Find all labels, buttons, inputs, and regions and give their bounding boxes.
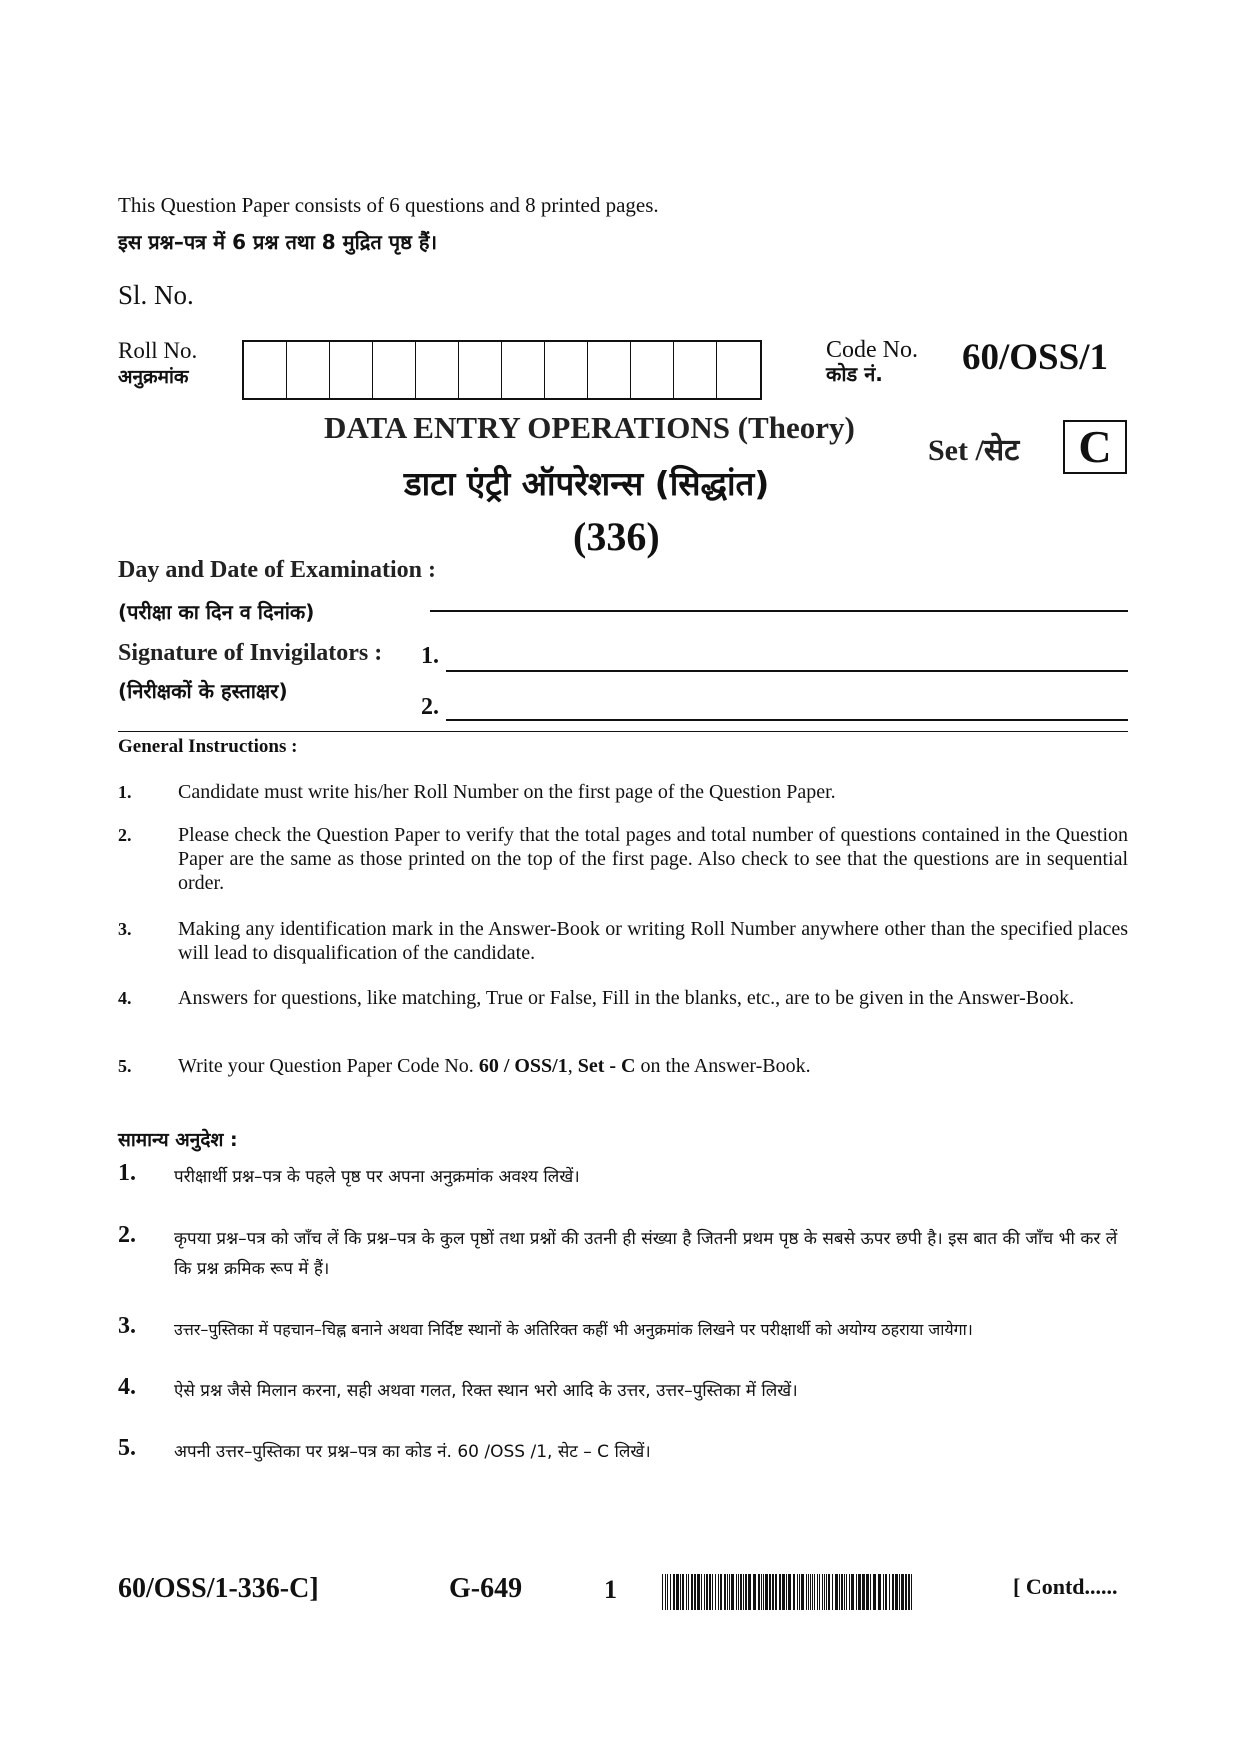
instruction-number: 2. (118, 1222, 136, 1248)
barcode-bar (839, 1574, 840, 1610)
barcode-bar (694, 1574, 696, 1610)
instruction-en-2 (118, 823, 1128, 895)
barcode-bar (745, 1574, 747, 1610)
code-number-label-en: Code No. (826, 337, 918, 363)
instruction-set-bold: Set - C (577, 1055, 636, 1077)
instruction-text: उत्तर–पुस्तिका में पहचान–चिह्न बनाने अथवा निर्दिष्ट स्थानों के अतिरिक्त कहीं भी अनुक्रमांक लिखने पर परीक्षार्थी को अयोग्य ठहराया जायेगा। (174, 1320, 973, 1339)
signature-1-line[interactable] (446, 670, 1128, 672)
barcode-bar (715, 1574, 716, 1610)
barcode-bar (889, 1574, 890, 1610)
barcode-bar (772, 1574, 774, 1610)
roll-box[interactable] (502, 342, 545, 398)
set-label: Set /सेट (928, 434, 1020, 467)
barcode-bar (832, 1574, 833, 1610)
barcode-bar (729, 1574, 730, 1610)
roll-number-label (118, 338, 197, 390)
barcode-bar (873, 1574, 876, 1610)
barcode-bar (810, 1574, 811, 1610)
barcode-bar (892, 1574, 894, 1610)
invigilator-signature-label-hi: (निरीक्षकों के हस्ताक्षर) (118, 679, 288, 703)
barcode-bar (706, 1574, 708, 1610)
barcode-bar (718, 1574, 719, 1610)
subject-title-en: DATA ENTRY OPERATIONS (Theory) (324, 410, 855, 445)
code-number-label (826, 338, 918, 386)
barcode-bar (761, 1574, 762, 1610)
barcode-bar (862, 1574, 865, 1610)
invigilator-signature-label-en: Signature of Invigilators : (118, 640, 383, 666)
barcode-bar (822, 1574, 823, 1610)
instruction-en-3 (118, 917, 1128, 965)
barcode-bar (812, 1574, 813, 1610)
roll-box[interactable] (330, 342, 373, 398)
exam-date-label-hi: (परीक्षा का दिन व दिनांक) (118, 600, 315, 624)
barcode-bar (814, 1574, 815, 1610)
serial-number-label: Sl. No. (118, 280, 194, 310)
general-instructions-title: General Instructions : (118, 736, 298, 757)
instruction-hi-4 (118, 1376, 1128, 1406)
hindi-instructions-title: सामान्य अनुदेश : (118, 1129, 238, 1151)
roll-box[interactable] (373, 342, 416, 398)
barcode-bar (720, 1574, 722, 1610)
barcode-bar (765, 1574, 768, 1610)
barcode-bar (673, 1574, 675, 1610)
code-number-value: 60/OSS/1 (962, 337, 1108, 378)
exam-date-label-en: Day and Date of Examination : (118, 557, 437, 583)
instruction-number: 3. (118, 919, 132, 939)
barcode-bar (819, 1574, 820, 1610)
instruction-text (178, 1054, 1128, 1078)
signature-2-line[interactable] (446, 719, 1128, 721)
instruction-en-5 (118, 1054, 1128, 1078)
roll-number-label-hi: अनुक्रमांक (118, 366, 189, 388)
instruction-text: परीक्षार्थी प्रश्न–पत्र के पहले पृष्ठ पर अपना अनुक्रमांक अवश्य लिखें। (174, 1167, 580, 1187)
subject-code: (336) (573, 514, 660, 559)
barcode-bar (835, 1574, 838, 1610)
barcode-bar (748, 1574, 751, 1610)
instruction-text-pre: Write your Question Paper Code No. (178, 1055, 479, 1077)
roll-box[interactable] (545, 342, 588, 398)
set-value-box: C (1063, 420, 1127, 474)
barcode-bar (899, 1574, 900, 1610)
barcode-bar (731, 1574, 734, 1610)
barcode-bar (691, 1574, 693, 1610)
barcode-bar (782, 1574, 785, 1610)
barcode-bar (801, 1574, 804, 1610)
instruction-text: Making any identification mark in the Answer-Book or writing Roll Number anywhere other than the specified places will lead to disqualification of the candidate. (178, 918, 1128, 964)
barcode-bar (688, 1574, 689, 1610)
barcode-bar (724, 1574, 726, 1610)
barcode-bar (817, 1574, 818, 1610)
barcode-bar (712, 1574, 713, 1610)
barcode-bar (775, 1574, 777, 1610)
instruction-hi-1 (118, 1162, 1128, 1192)
instruction-number: 5. (118, 1056, 132, 1076)
barcode-bar (680, 1574, 681, 1610)
barcode-bar (908, 1574, 910, 1610)
barcode-bar (701, 1574, 702, 1610)
barcode-bar (851, 1574, 854, 1610)
instruction-text: Answers for questions, like matching, True or False, Fill in the blanks, etc., are to be given in the Answer-Book. (178, 987, 1075, 1009)
instruction-number: 1. (118, 782, 132, 802)
instruction-hi-5 (118, 1437, 1128, 1467)
barcode-bar (901, 1574, 904, 1610)
subject-title-hi: डाटा एंट्री ऑपरेशन्स (सिद्धांत) (404, 464, 770, 503)
instruction-code-bold: 60 / OSS/1 (478, 1055, 568, 1077)
roll-box[interactable] (287, 342, 330, 398)
barcode-bar (841, 1574, 843, 1610)
instruction-text: कृपया प्रश्न–पत्र को जाँच लें कि प्रश्न–पत्र के कुल पृष्ठों तथा प्रश्नों की उतनी ही संख्या है जितनी प्रथम पृष्ठ के सबसे ऊपर छपी है। इस बात की जाँच भी कर लें कि प्रश्न क्रमिक रूप में हैं। (174, 1229, 1118, 1279)
barcode-bar (878, 1574, 881, 1610)
barcode-bar (895, 1574, 898, 1610)
barcode-bar (788, 1574, 791, 1610)
barcode-bar (806, 1574, 807, 1610)
instruction-text: अपनी उत्तर–पुस्तिका पर प्रश्न–पत्र का कोड नं. 60 /OSS /1, सेट – C लिखें। (174, 1442, 651, 1462)
instruction-text-mid: , (567, 1055, 578, 1077)
barcode-bar (709, 1574, 711, 1610)
barcode-bar (885, 1574, 887, 1610)
page-number: 1 (604, 1575, 617, 1604)
barcode-bar (870, 1574, 871, 1610)
code-number-label-hi: कोड नं. (826, 362, 883, 386)
instruction-hi-2 (118, 1224, 1128, 1284)
barcode-bar (797, 1574, 798, 1610)
barcode-bar (662, 1574, 663, 1610)
barcode-bar (844, 1574, 845, 1610)
roll-box[interactable] (416, 342, 459, 398)
barcode-bar (808, 1574, 809, 1610)
barcode-bar (786, 1574, 787, 1610)
barcode-bar (670, 1574, 671, 1610)
barcode-bar (727, 1574, 728, 1610)
barcode-bar (686, 1574, 687, 1610)
instruction-en-1 (118, 780, 1128, 804)
instruction-en-4 (118, 986, 1128, 1010)
instruction-text: Candidate must write his/her Roll Number on the first page of the Question Paper. (178, 781, 836, 803)
instruction-number: 4. (118, 988, 132, 1008)
barcode-bar (824, 1574, 825, 1610)
barcode-bar (736, 1574, 737, 1610)
barcode-bar (828, 1574, 830, 1610)
roll-number-boxes[interactable] (242, 340, 762, 400)
paper-consists-en: This Question Paper consists of 6 questions and 8 printed pages. (118, 193, 659, 217)
barcode-bar (849, 1574, 850, 1610)
footer-paper-code: 60/OSS/1-336-C] (118, 1573, 319, 1604)
barcode-bar (682, 1574, 684, 1610)
roll-box[interactable] (674, 342, 717, 398)
signature-1-number: 1. (421, 643, 439, 669)
barcode-bar (911, 1574, 912, 1610)
paper-consists-hi: इस प्रश्न–पत्र में 6 प्रश्न तथा 8 मुद्रित पृष्ठ हैं। (118, 230, 438, 254)
barcode-bar (763, 1574, 764, 1610)
roll-box[interactable] (631, 342, 674, 398)
barcode-bar (799, 1574, 800, 1610)
continued-label: [ Contd...... (1013, 1574, 1118, 1599)
barcode-bar (704, 1574, 705, 1610)
instruction-hi-3 (118, 1315, 1128, 1345)
instruction-number: 2. (118, 825, 132, 845)
roll-box[interactable] (588, 342, 631, 398)
instruction-number: 4. (118, 1374, 136, 1400)
barcode-bar (883, 1574, 884, 1610)
instruction-number: 1. (118, 1160, 136, 1186)
barcode-bar (753, 1574, 756, 1610)
barcode-bar (793, 1574, 795, 1610)
barcode-bar (740, 1574, 742, 1610)
barcode-bar (697, 1574, 700, 1610)
instruction-text: ऐसे प्रश्न जैसे मिलान करना, सही अथवा गलत, रिक्त स्थान भरो आदि के उत्तर, उत्तर–पुस्तिका में लिखें। (174, 1381, 798, 1401)
instruction-number: 3. (118, 1313, 136, 1339)
footer-g-number: G-649 (449, 1573, 523, 1604)
signature-2-number: 2. (421, 694, 439, 720)
barcode-bar (665, 1574, 666, 1610)
barcode-bar (667, 1574, 668, 1610)
instruction-number: 5. (118, 1435, 136, 1461)
roll-box[interactable] (459, 342, 502, 398)
exam-date-line[interactable] (430, 610, 1128, 612)
barcode-bar (758, 1574, 760, 1610)
barcode-bar (846, 1574, 847, 1610)
barcode-bar (826, 1574, 827, 1610)
barcode-bar (779, 1574, 781, 1610)
barcode-bar (769, 1574, 771, 1610)
instruction-text-post: on the Answer-Book. (635, 1055, 811, 1077)
barcode-bar (858, 1574, 861, 1610)
barcode-bar (905, 1574, 907, 1610)
instruction-text: Please check the Question Paper to verify that the total pages and total number of questions contained in the Question Paper are the same as those printed on the top of the first page. Also check to see that the questions are in sequential order. (178, 824, 1128, 894)
barcode-bar (743, 1574, 744, 1610)
barcode-bar (856, 1574, 857, 1610)
barcode-bar (738, 1574, 739, 1610)
barcode-bar (676, 1574, 679, 1610)
barcode-icon (662, 1574, 912, 1610)
barcode-bar (866, 1574, 869, 1610)
section-divider (118, 731, 1128, 732)
roll-box[interactable] (717, 342, 760, 398)
roll-number-label-en: Roll No. (118, 338, 198, 363)
roll-box[interactable] (244, 342, 287, 398)
